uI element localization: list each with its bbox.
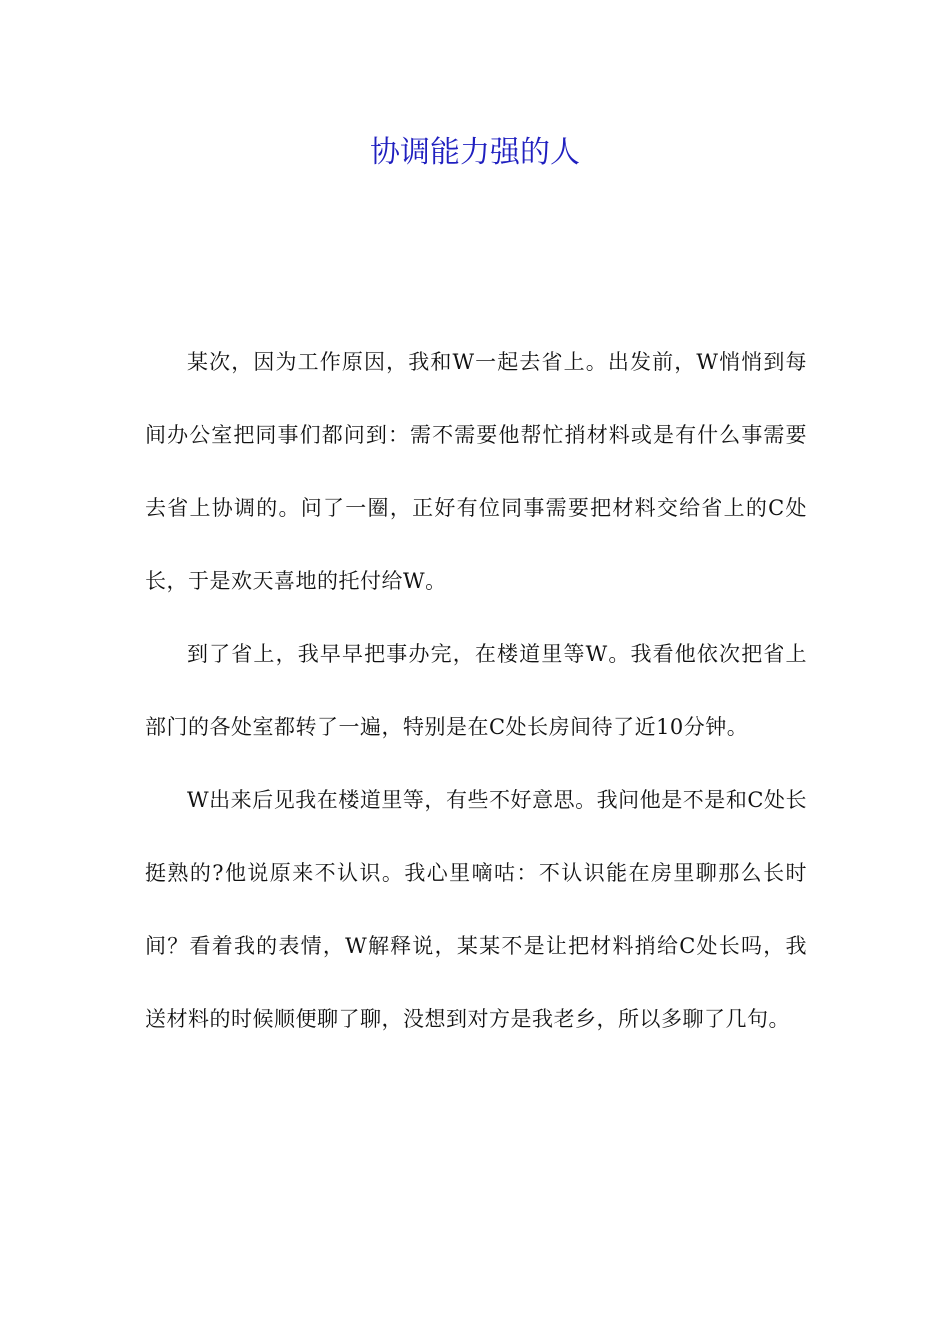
paragraph-3: W出来后见我在楼道里等，有些不好意思。我问他是不是和C处长挺熟的?他说原来不认识。我心里嘀咕：不认识能在房里聊那么长时间？看着我的表情，W解释说，某某不是让把材料捎给C处长吗，我送材料的时候顺便聊了聊，没想到对方是我老乡，所以多聊了几句。 — [145, 788, 807, 1031]
document-body — [145, 326, 807, 1056]
paragraph-1: 某次，因为工作原因，我和W一起去省上。出发前，W悄悄到每间办公室把同事们都问到：需不需要他帮忙捎材料或是有什么事需要去省上协调的。问了一圈，正好有位同事需要把材料交给省上的C处长，于是欢天喜地的托付给W。 — [145, 350, 807, 593]
paragraph-2: 到了省上，我早早把事办完，在楼道里等W。我看他依次把省上部门的各处室都转了一遍，特别是在C处长房间待了近10分钟。 — [145, 642, 807, 739]
document-title: 协调能力强的人 — [370, 135, 580, 170]
